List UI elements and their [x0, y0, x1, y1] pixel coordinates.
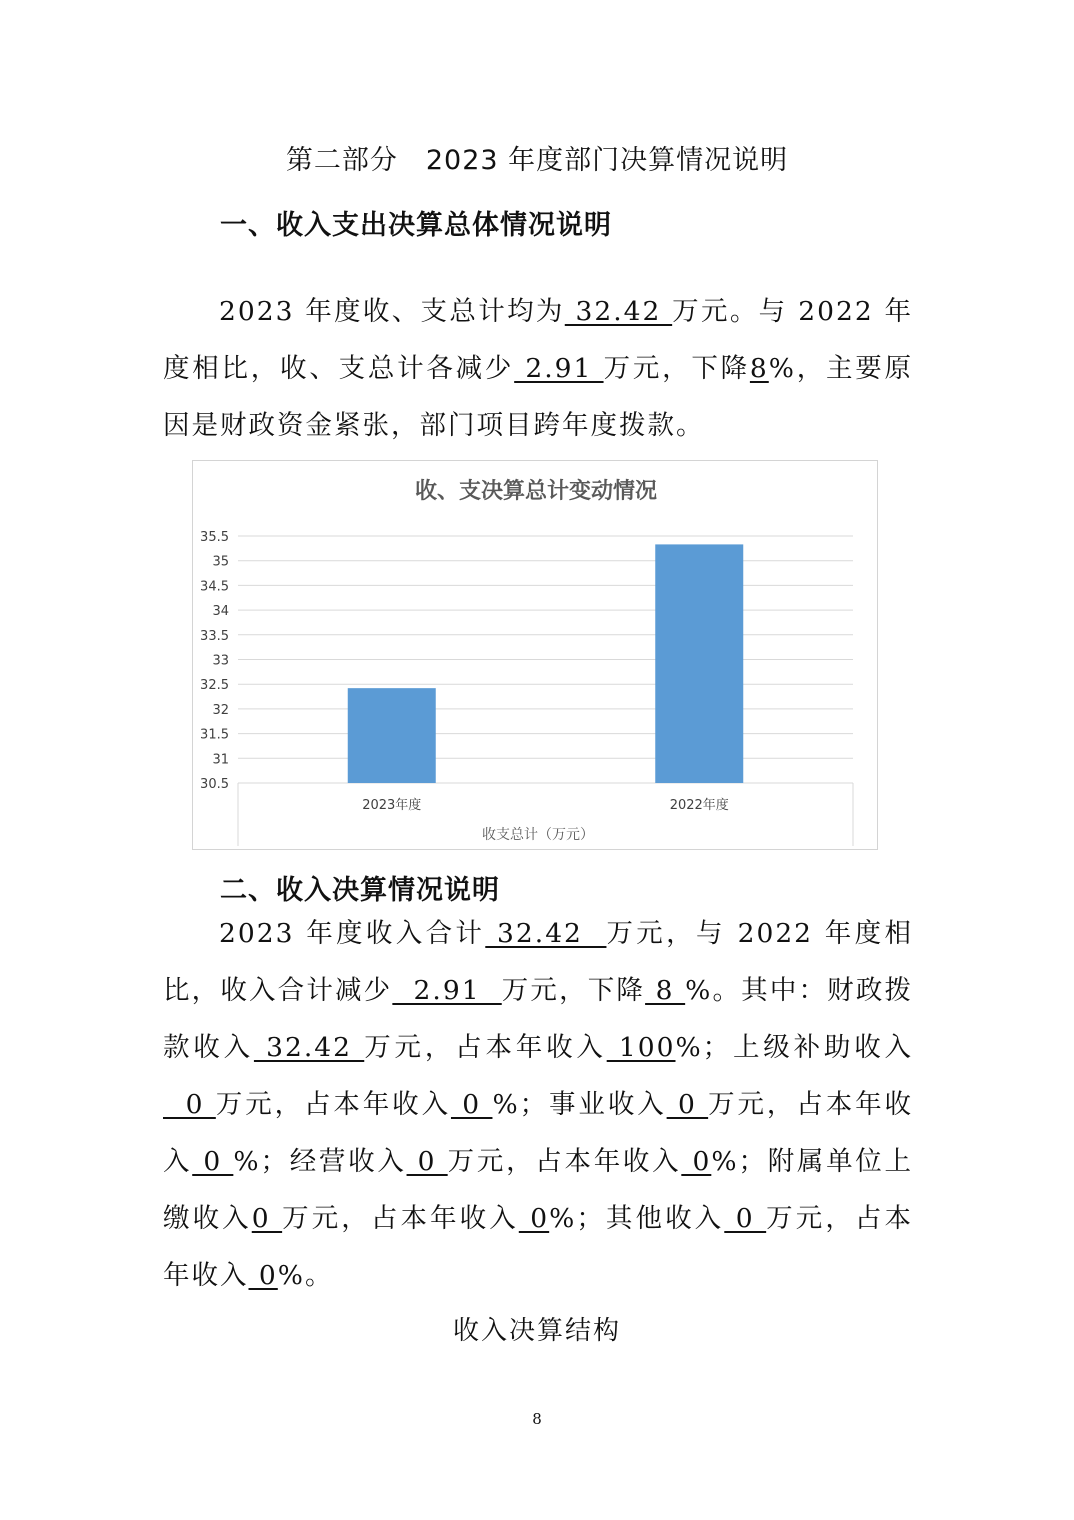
underlined-value: 0: [666, 1089, 709, 1120]
underlined-value: 0: [681, 1146, 712, 1177]
y-tick-label: 35.5: [200, 530, 229, 545]
page-number: 8: [532, 1410, 542, 1428]
section2-paragraph: [163, 905, 913, 1304]
text-run: 万元，下降: [603, 353, 750, 384]
text-run: %。其中：财政拨款收入: [163, 975, 914, 1063]
bar-2023年度: [348, 688, 436, 783]
text-run: 万元。与 2022 年度相比，收、支总计各减少: [163, 296, 913, 384]
chart-title: 收、支决算总计变动情况: [414, 479, 658, 504]
section1-heading: 一、收入支出决算总体情况说明: [220, 210, 612, 241]
text-run: 万元，占本年收入: [163, 1089, 913, 1177]
underlined-value: 0: [450, 1089, 493, 1120]
text-run: 万元，下降: [501, 975, 646, 1006]
y-tick-label: 35: [212, 554, 229, 570]
bar-2022年度: [655, 544, 743, 783]
underlined-value: 0: [192, 1146, 234, 1177]
underlined-value: 32.42: [485, 918, 607, 949]
underlined-value: 8: [749, 353, 769, 384]
y-tick-label: 34: [212, 604, 229, 620]
y-tick-label: 33.5: [200, 628, 229, 644]
underlined-value: 0: [724, 1203, 767, 1234]
text-run: %；事业收入: [492, 1089, 667, 1120]
section2-heading: 二、收入决算情况说明: [220, 875, 500, 906]
text-run: 万元，占本年收入: [447, 1146, 682, 1177]
text-run: 万元，占本年收入: [215, 1089, 451, 1120]
text-run: %；经营收入: [233, 1146, 407, 1177]
text-run: %；其他收入: [549, 1203, 725, 1234]
page-title: 第二部分 2023 年度部门决算情况说明: [285, 145, 789, 176]
underlined-value: 2.91: [514, 353, 604, 384]
text-run: 2023 年度收入合计: [219, 918, 486, 949]
y-tick-label: 30.5: [200, 777, 229, 792]
underlined-value: 0: [251, 1203, 283, 1234]
y-tick-label: 32.5: [200, 678, 229, 694]
text-run: 万元，与 2022 年度相比，收入合计减少: [163, 918, 913, 1006]
text-run: 2023 年度收、支总计均为: [219, 296, 565, 327]
bar-chart: [192, 460, 878, 850]
text-run: %；上级补助收入: [675, 1032, 914, 1063]
underlined-value: 32.42: [253, 1032, 365, 1063]
x-tick-label: 2022年度: [669, 798, 729, 813]
y-tick-label: 31.5: [200, 727, 229, 743]
y-tick-label: 34.5: [200, 579, 229, 595]
underlined-value: 2.91: [392, 975, 502, 1006]
x-axis-label: 收支总计（万元）: [482, 827, 594, 843]
text-run: %。: [277, 1260, 334, 1291]
underlined-value: 8: [645, 975, 686, 1006]
text-run: 万元，占本年收入: [163, 1203, 913, 1291]
underlined-value: 100: [606, 1032, 676, 1063]
underlined-value: 0: [518, 1203, 550, 1234]
text-run: %，主要原因是财政资金紧张，部门项目跨年度拨款。: [163, 353, 914, 441]
underlined-value: 32.42: [564, 296, 673, 327]
text-run: %；附属单位上缴收入: [163, 1146, 914, 1234]
underlined-value: 0: [248, 1260, 278, 1291]
section1-paragraph: [163, 283, 913, 454]
figure-caption: 收入决算结构: [452, 1316, 621, 1346]
y-tick-label: 33: [212, 653, 229, 669]
underlined-value: 0: [406, 1146, 448, 1177]
text-run: 万元，占本年收入: [282, 1203, 519, 1234]
y-tick-label: 31: [212, 752, 229, 768]
underlined-value: 0: [163, 1089, 216, 1120]
text-run: 万元，占本年收入: [364, 1032, 607, 1063]
bar-chart-svg: [193, 461, 879, 851]
x-tick-label: 2023年度: [362, 798, 422, 813]
y-tick-label: 32: [212, 702, 229, 718]
